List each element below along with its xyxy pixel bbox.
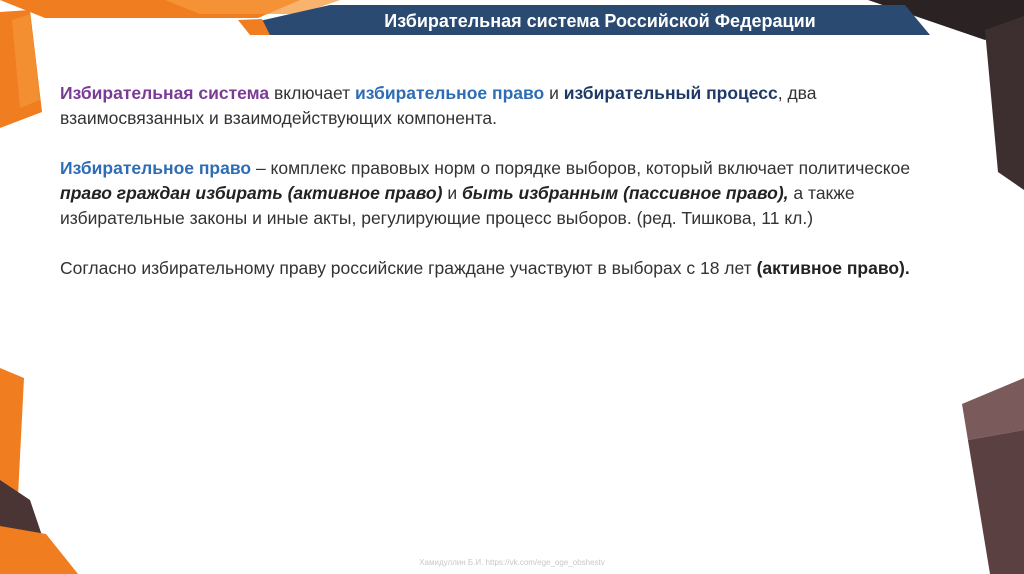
brown-shape-right-top — [962, 378, 1024, 440]
dark-shape-right — [985, 16, 1024, 190]
term-electoral-law: избирательное право — [354, 83, 545, 103]
passive-right-text: быть избранным (пассивное право), — [461, 183, 789, 203]
paragraph-definition — [60, 81, 940, 131]
paragraph-age — [60, 256, 940, 281]
text-fragment: включает — [269, 83, 355, 103]
active-right-text: право граждан избирать (активное право) — [60, 183, 443, 203]
paragraph-electoral-law — [60, 156, 940, 231]
footer-credit: Хамидуллин Б.И. https://vk.com/ege_oge_obshestv — [419, 558, 605, 567]
text-fragment: – комплекс правовых норм о порядке выборов, который включает политическое — [251, 158, 911, 178]
term-electoral-process: избирательный процесс — [563, 83, 778, 103]
term-electoral-law-2: Избирательное право — [60, 158, 252, 178]
text-fragment: а также избирательные законы и иные акты, регулирующие процесс выборов. (ред. Тишкова, 11 кл.) — [60, 183, 855, 228]
slide-content — [60, 81, 940, 306]
text-fragment: и — [544, 83, 564, 103]
text-fragment: , два взаимосвязанных и взаимодействующих компонента. — [60, 83, 817, 128]
slide-title: Избирательная система Российской Федерации — [384, 11, 816, 31]
term-electoral-system: Избирательная система — [60, 83, 270, 103]
text-fragment: Согласно избирательному праву российские граждане участвуют в выборах с 18 лет — [60, 258, 757, 278]
orange-shape-left-bottom — [0, 368, 24, 496]
text-fragment: и — [442, 183, 462, 203]
active-right-label: (активное право). — [756, 258, 910, 278]
